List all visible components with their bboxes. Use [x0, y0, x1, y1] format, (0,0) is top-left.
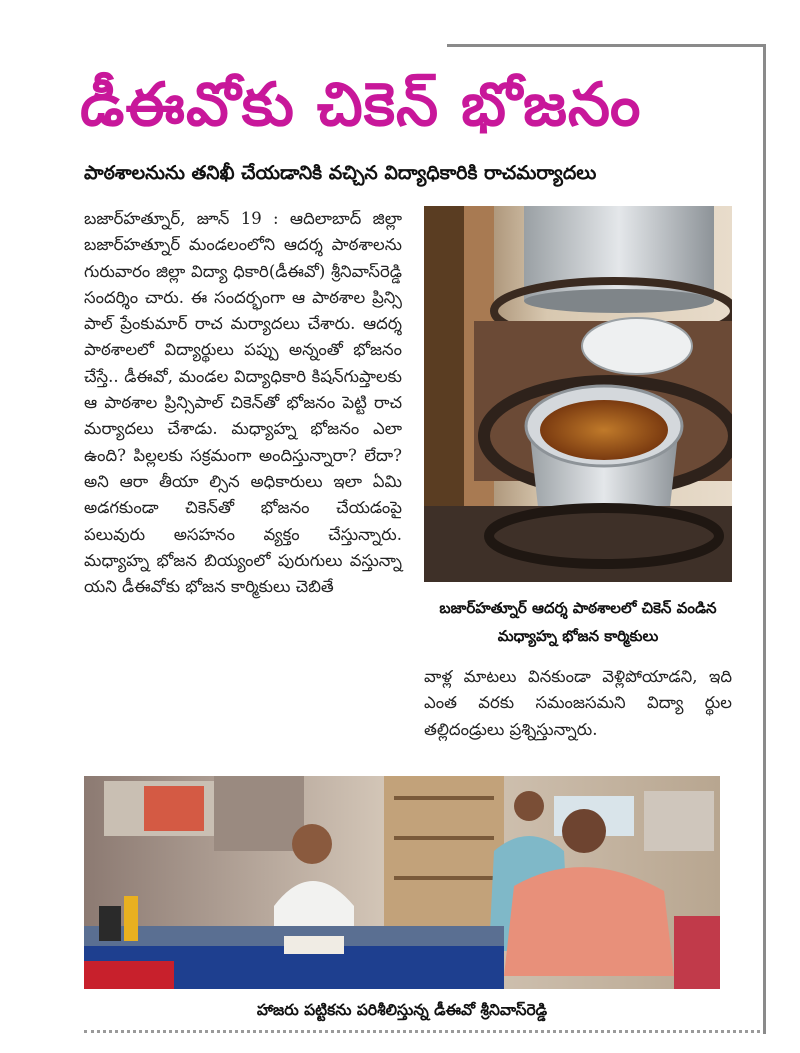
frame-right-rule [763, 44, 766, 1034]
article-body-continued: వాళ్ల మాటలు వినకుండా వెళ్లిపోయాడని, ఇది ఎంత వరకు సమంజసమని విద్యా ర్థుల తల్లిదండ్రులు ప్రశ్నిస్తున్నారు. [424, 667, 732, 739]
caption-office-photo: హాజరు పట్టికను పరిశీలిస్తున్న డీఈవో శ్రీనివాస్‌రెడ్డి [256, 1001, 548, 1019]
frame-top-rule [447, 44, 765, 47]
photo-office-inspection [84, 776, 720, 989]
bottom-dotted-divider [84, 1030, 760, 1033]
subheadline: పాఠశాలనును తనిఖీ చేయడానికి వచ్చిన విద్యాధికారికి రాచమర్యాదలు [84, 162, 597, 184]
headline: డీఈవోకు చికెన్ భోజనం [80, 70, 642, 140]
photo-cooking-pot [424, 206, 732, 582]
caption-cooking-photo: బజార్‌హత్నూర్ ఆదర్శ పాఠశాలలో చికెన్ వండిన మధ్యాహ్న భోజన కార్మికులు [439, 599, 717, 645]
article-body: బజార్‌హత్నూర్, జూన్ 19 : ఆదిలాబాద్ జిల్లా బజార్‌హత్నూర్ మండలంలోని ఆదర్శ పాఠశాలను గురువారం జిల్లా విద్యా ధికారి(డీఈవో) శ్రీనివాస్‌రెడ్డి సందర్శిం చారు. ఈ సందర్భంగా ఆ పాఠశాల ప్రిన్సి పాల్ ప్రేంకుమార్ రాచ మర్యాదలు చేశారు. ఆదర్శ పాఠశాలలో విద్యార్థులు పప్పు అన్నంతో భోజనం చేస్తే.. డీఈవో, మండల విద్యాధికారి కిషన్‌గుప్తాలకు ఆ పాఠశాల ప్రిన్సిపాల్ చికెన్‌తో భోజనం పెట్టి రాచ మర్యాదలు చేశాడు. మధ్యాహ్న భోజనం ఎలా ఉంది? పిల్లలకు సక్రమంగా అందిస్తున్నారా? లేదా? అని ఆరా తీయా ల్సిన అధికారులు ఇలా ఏమి అడగకుండా చికెన్‌తో భోజనం చేయడంపై పలువురు అసహనం వ్యక్తం చేస్తున్నారు. మధ్యాహ్న భోజన బియ్యంలో పురుగులు వస్తున్నా యని డీఈవోకు భోజన కార్మికులు చెబితే [84, 209, 402, 597]
